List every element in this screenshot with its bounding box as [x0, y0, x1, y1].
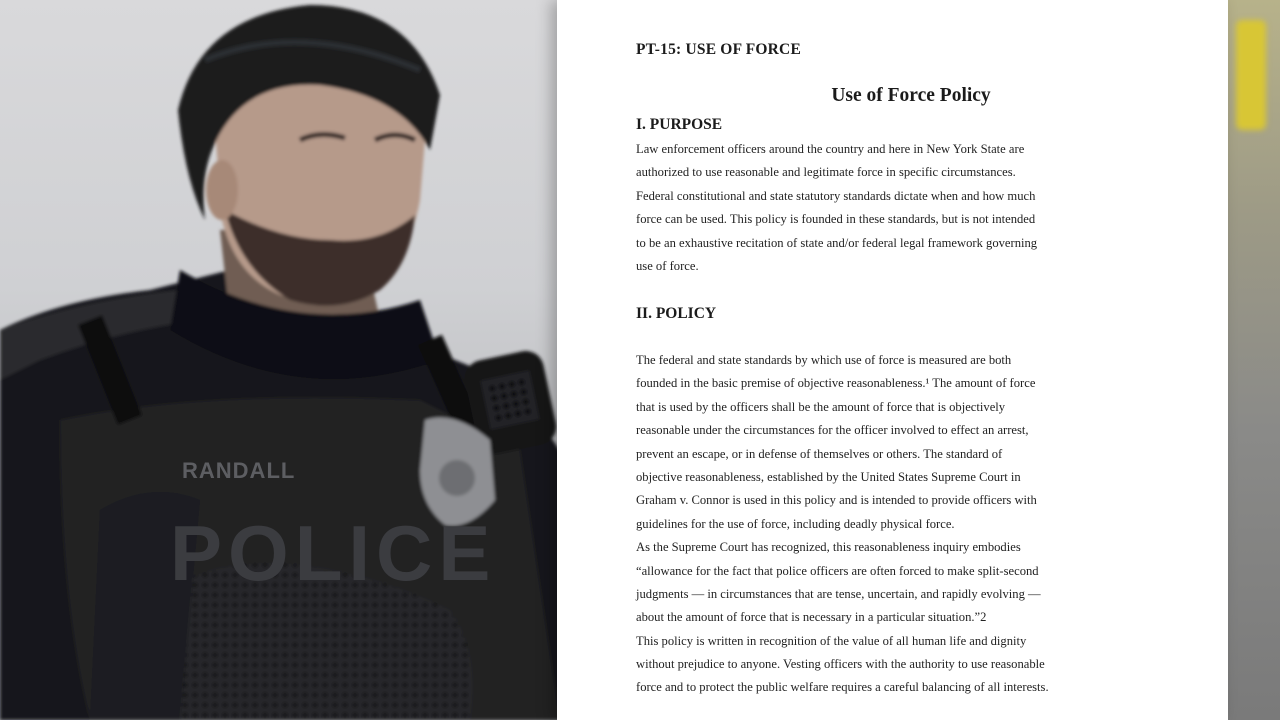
- section-heading-policy: II. POLICY: [636, 305, 717, 322]
- paragraph-line: force and to protect the public welfare requires a careful balancing of all interests.: [636, 680, 1049, 695]
- vest-police-text: POLICE: [170, 509, 497, 597]
- paragraph-line: force can be used. This policy is founded in these standards, but is not intended: [636, 212, 1036, 227]
- paragraph-line: authorized to use reasonable and legitimate force in specific circumstances.: [636, 165, 1016, 180]
- paragraph-line: about the amount of force that is necessary in a particular situation.”2: [636, 610, 987, 625]
- paragraph-line: that is used by the officers shall be the amount of force that is objectively: [636, 399, 1006, 414]
- policy-paragraph: [636, 349, 1136, 700]
- document-title: Use of Force Policy: [831, 85, 991, 106]
- paragraph-line: founded in the basic premise of objective reasonableness.¹ The amount of force: [636, 376, 1036, 391]
- paragraph-line: Federal constitutional and state statutory standards dictate when and how much: [636, 188, 1036, 203]
- paragraph-line: guidelines for the use of force, including deadly physical force.: [636, 516, 955, 531]
- right-edge-background: [1228, 0, 1280, 720]
- paragraph-line: prevent an escape, or in defense of themselves or others. The standard of: [636, 446, 1003, 461]
- paragraph-line: judgments — in circumstances that are tense, uncertain, and rapidly evolving —: [636, 586, 1041, 601]
- section-heading-purpose: I. PURPOSE: [636, 116, 723, 133]
- paragraph-line: This policy is written in recognition of the value of all human life and dignity: [636, 633, 1027, 648]
- paragraph-line: without prejudice to anyone. Vesting officers with the authority to use reasonable: [636, 657, 1045, 672]
- name-patch-text: RANDALL: [182, 458, 296, 483]
- yellow-sign-blur: [1236, 20, 1266, 130]
- purpose-paragraph: [636, 138, 1136, 278]
- paragraph-line: to be an exhaustive recitation of state and/or federal legal framework governing: [636, 235, 1038, 250]
- paragraph-line: use of force.: [636, 258, 699, 273]
- paragraph-line: As the Supreme Court has recognized, this reasonableness inquiry embodies: [636, 540, 1021, 555]
- document-code-header: PT-15: USE OF FORCE: [636, 41, 801, 58]
- paragraph-line: The federal and state standards by which use of force is measured are both: [636, 353, 1012, 367]
- paragraph-line: objective reasonableness, established by the United States Supreme Court in: [636, 469, 1021, 484]
- paragraph-line: reasonable under the circumstances for the officer involved to effect an arrest,: [636, 423, 1029, 438]
- policy-document-page: [557, 0, 1228, 720]
- paragraph-line: “allowance for the fact that police officers are often forced to make split-second: [636, 563, 1039, 578]
- paragraph-line: Graham v. Connor is used in this policy and is intended to provide officers with: [636, 493, 1037, 508]
- paragraph-line: Law enforcement officers around the country and here in New York State are: [636, 142, 1025, 156]
